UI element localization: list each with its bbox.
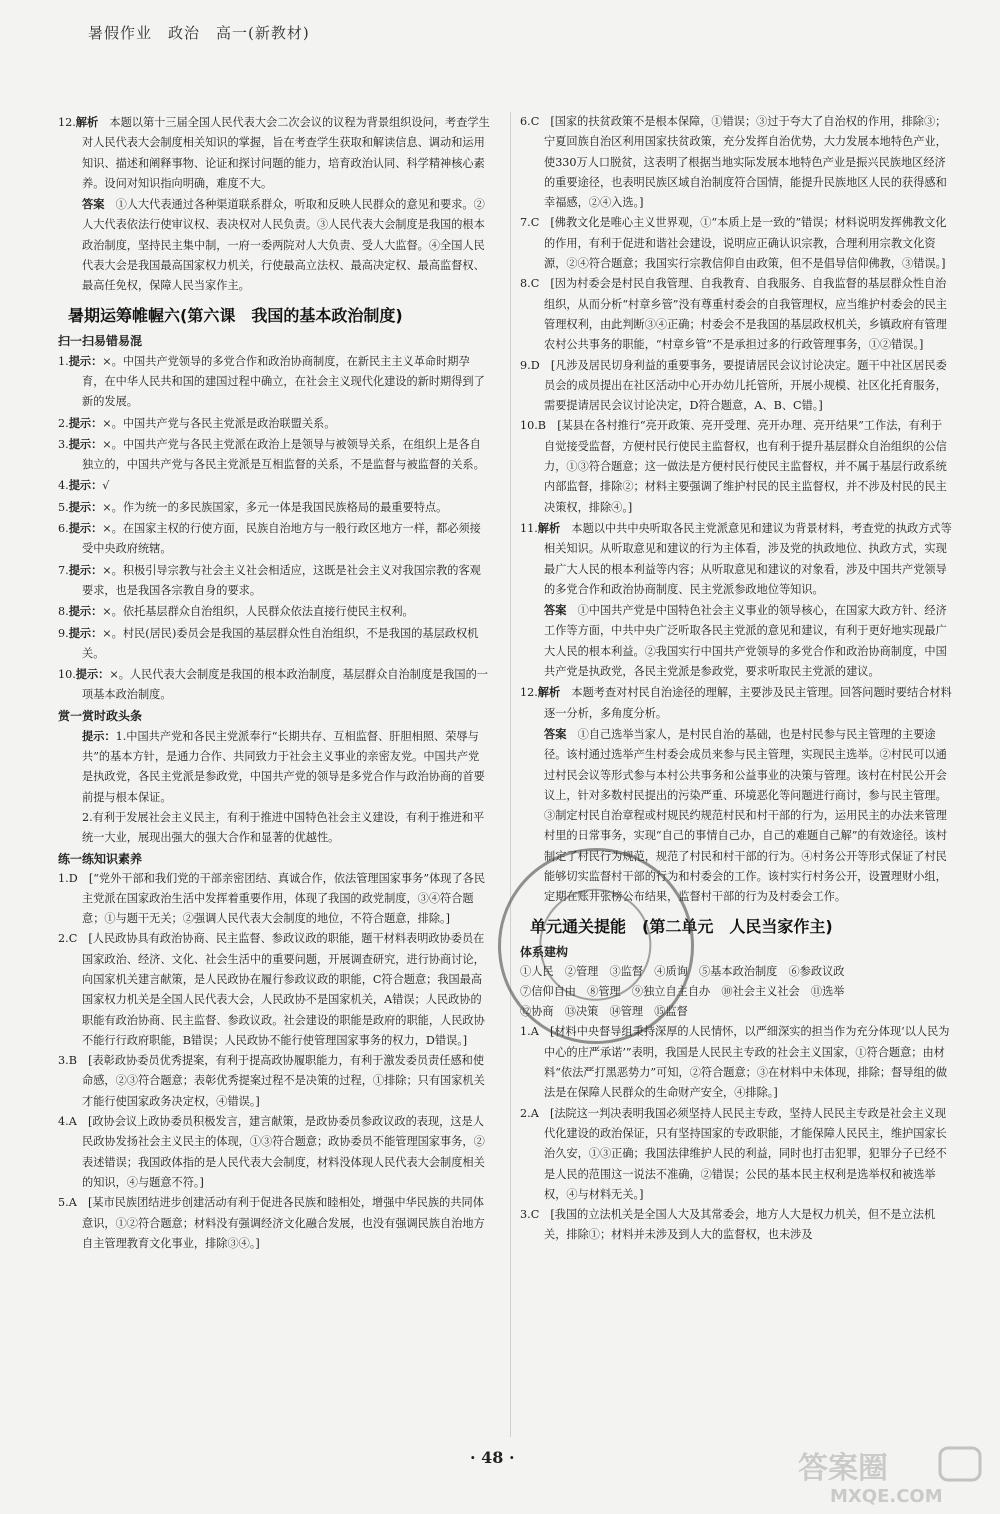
ink-stamp-inner-ring — [525, 874, 666, 1015]
subsection-shangyishang: 赏一赏时政头条 — [58, 708, 143, 723]
watermark-logo — [790, 1444, 990, 1508]
answer-12-left: 12.解析 本题以第十三届全国人民代表大会二次会议的议程为背景组织设问，考查学生对人民代表大会制度相关知识的掌握，旨在考查学生获取和解读信息、调动和运用知识、描述和阐释事物、论证和探讨问题的能力，培育政治认同、科学精神核心素养。设问对知识指向明确，难度不大。 — [58, 115, 490, 190]
watermark-en: MXQE.COM — [830, 1486, 943, 1507]
running-header: 暑假作业 政治 高一(新教材) — [88, 24, 310, 42]
list-item: 7.C [佛教文化是唯心主义世界观，①“本质上是一致的”错误；材料说明发挥佛教文化的作用，有利于促进和谐社会建设，说明应正确认识宗教，合理利用宗教文化资源，②④符合题意；我国实行宗教信仰自由政策，但不是倡导信仰佛教，③错误。] — [520, 216, 947, 271]
mc-list-right-2 — [520, 1022, 952, 1245]
watermark-badge — [940, 1448, 980, 1480]
list-item: 8.C [因为村委会是村民自我管理、自我教育、自我服务、自我监督的基层群众性自治组织，从而分析“村章乡管”没有尊重村委会的自我管理权，应当维护村委会的民主管理权利，由此判断③④正确；村委会不是我国的基层政权机关，乡镇政府有管理农村公共事务的职能，“村章乡管”不是承担过多的行政管理事务，①②错误。] — [520, 277, 948, 352]
list-item: 6.C [国家的扶贫政策不是根本保障，①错误；③过于夸大了自治权的作用，排除③；宁夏回族自治区利用国家扶贫政策，充分发挥自治优势，大力发展本地特色产业，使330万人口脱贫，这表明了根据当地实际发展本地特色产业是振兴民族地区经济的重要途径，也表明民族区域自治制度符合国情，能提升民族地区人民的获得感和幸福感，②④入选。] — [520, 115, 947, 210]
mc-list-right — [520, 112, 952, 518]
list-item: 1.A [材料中央督导组秉持深厚的人民情怀，以严细深实的担当作为充分体现‘以人民为中心的庄严承诺’”表明，我国是人民民主专政的社会主义国家，①符合题意；由材料“依法严打黑恶势力”可知，②符合题意；③在材料中未体现，排除；督导组的做法是在保障人民群众的生命财产安全，④排除。] — [520, 1025, 950, 1100]
mc-list-left — [58, 869, 490, 1255]
watermark-cn: 答案圈 — [798, 1451, 888, 1486]
section-title-lesson6: 暑期运筹帷幄六(第六课 我国的基本政治制度) — [68, 305, 403, 325]
answer-11: 11.解析 本题以中共中央听取各民主党派意见和建议为背景材料，考查党的执政方式等相关知识。从听取意见和建议的行为主体看，涉及党的执政地位、执政方式，实现最广大人民的根本利益等内容；从听取意见和建议的对象看，涉及中国共产党领导的多党合作和政治协商制度、民主党派参政地位等知识。 — [520, 520, 952, 596]
hint-list — [58, 351, 490, 706]
answer-11-answer: 答案 ①中国共产党是中国特色社会主义事业的领导核心，在国家大政方针、经济工作等方面，中共中央广泛听取各民主党派的意见和建议，有利于更好地实现最广大人民的根本利益。②我国实行中国共产党领导的多党合作和政治协商制度，中国共产党是执政党，各民主党派是参政党，要求听取民主党派的建议。 — [544, 603, 947, 679]
list-item: 2.A [法院这一判决表明我国必须坚持人民民主专政，坚持人民民主专政是社会主义现代化建设的政治保证，只有坚持国家的专政职能，才能保障人民民主，维护国家长治久安，①③正确；我国法律维护人民的利益，同时也打击犯罪，犯罪分子已经不是人民的范围这一说法不准确，②错误；公民的基本民主权利是选举权和被选举权，④与材料无关。] — [520, 1106, 947, 1201]
subsection-lianyilian: 练一练知识素养 — [58, 851, 143, 866]
list-item: 4.A [政协会议上政协委员积极发言，建言献策，是政协委员参政议政的表现，这是人民政协发扬社会主义民主的体现，①③符合题意；政协委员不能管理国家事务，②表述错误；我国政体指的是人民代表大会制度，材料没体现人民代表大会制度相关的知识，④与题意不符。] — [58, 1115, 485, 1189]
section-title-unit2: 单元通关提能 (第二单元 人民当家作主) — [530, 916, 833, 936]
list-item: 7.提示：×。积极引导宗教与社会主义社会相适应，这既是社会主义对我国宗教的客观要求，也是我国各宗教自身的要求。 — [58, 562, 481, 597]
tixi-line-3: ⑫协商 ⑬决策 ⑭管理 ⑮监督 — [520, 1005, 688, 1019]
list-item: 1.D [“党外干部和我们党的干部亲密团结、真诚合作，依法管理国家事务”体现了各民主党派在国家政治生活中发挥着重要作用，体现了我国的政党制度，③④符合题意；①与题干无关；②强调人民代表大会制度的地位，不符合题意，排除。] — [58, 871, 486, 926]
page-number: · 48 · — [470, 1448, 515, 1467]
list-item: 2.提示：×。中国共产党与各民主党派是政治联盟关系。 — [58, 415, 336, 430]
right-column — [520, 112, 952, 1246]
list-item: 9.提示：×。村民(居民)委员会是我国的基层群众性自治组织，不是我国的基层政权机关。 — [58, 625, 479, 660]
list-item: 10.提示：×。人民代表大会制度是我国的根本政治制度，基层群众自治制度是我国的一项基本政治制度。 — [58, 667, 488, 702]
list-item: 3.B [表彰政协委员优秀提案，有利于提高政协履职能力，有利于激发委员责任感和使命感，②③符合题意；表彰优秀提案过程不是决策的过程，①排除；只有国家机关才能行使国家政务决定权，④错误。] — [58, 1054, 485, 1108]
news-hint-2: 2.有利于发展社会主义民主，有利于推进中国特色社会主义建设，有利于推进和平统一大业，展现出强大的强大合作和显著的优越性。 — [82, 810, 485, 845]
news-hint-1: 提示：1.中国共产党和各民主党派奉行“长期共存、互相监督、肝胆相照、荣辱与共”的基本方针，是通力合作、共同致力于社会主义事业的亲密友党。中国共产党是执政党，各民主党派是参政党，中国共产党的领导是多党合作与政治协商的首要前提与根本保证。 — [82, 728, 485, 804]
answer-12-left-answer: 答案 ①人大代表通过各种渠道联系群众，听取和反映人民群众的意见和要求。②人大代表依法行使审议权、表决权对人民负责。③人民代表大会制度是我国的根本政治制度，坚持民主集中制，一府一委两院对人大负责、受人大监督。④全国人民代表大会是我国最高国家权力机关，行使最高立法权、最高决定权、最高监督权、最高任免权，保障人民当家作主。 — [82, 197, 485, 293]
list-item: 8.提示：×。依托基层群众自治组织，人民群众依法直接行使民主权利。 — [58, 604, 414, 619]
list-item: 5.提示：×。作为统一的多民族国家，多元一体是我国民族格局的最重要特点。 — [58, 499, 448, 514]
answer-12-right-answer: 答案 ①自己选举当家人，是村民自治的基础，也是村民参与民主管理的主要途径。该村通过选举产生村委会成员来参与民主管理，实现民主选举。②村民可以通过村民会议等形式参与本村公共事务和公益事业的决策与管理。该村在村民公开会议上，针对多数村民提出的污染严重、环境恶化等问题进行商讨，参与民主管理。③制定村民自治章程或村规民约规范村民和村干部的行为，运用民主的办法来管理村里的日常事务，实现“自己的事情自己办，自己的难题自己解”的有效途径。该村制定了村民行为规范，规范了村民和村干部的行为。④村务公开等形式保证了村民能够切实监督村干部的行为和村委会的工作。该村实行村务公开，设置理财小组，定期在账井张榜公布结果，监督村干部的行为及村委会工作。 — [544, 726, 948, 904]
list-item: 5.A [某市民族团结进步创建活动有利于促进各民族和睦相处，增强中华民族的共同体意识，①②符合题意；材料没有强调经济文化融合发展，也没有强调民族自治地方自主管理教育文化事业，排除③④。] — [58, 1196, 485, 1250]
subsection-saoyisao: 扫一扫易错易混 — [58, 333, 143, 348]
subsection-tixi: 体系建构 — [520, 944, 569, 959]
list-item: 4.提示：√ — [58, 478, 110, 493]
left-column — [58, 112, 490, 1254]
list-item: 3.C [我国的立法机关是全国人大及其常委会，地方人大是权力机关，但不是立法机关，排除①；材料并未涉及到人大的监督权，也未涉及 — [520, 1208, 936, 1242]
tixi-line-2: ⑦信仰自由 ⑧管理 ⑨独立自主自办 ⑩社会主义社会 ⑪选举 — [520, 984, 845, 998]
list-item: 10.B [某县在各村推行“亮开政策、亮开受理、亮开办理、亮开结果”工作法，有利于自觉接受监督，方便村民行使民主监督权，也有利于提升基层群众自治组织的公信力，①③符合题意；这一做法是方便村民行使民主监督权，并不属于基层行政系统内部监督，排除②；材料主要强调了维护村民的民主监督权，并不涉及村民的民主决策权，排除④。] — [520, 419, 947, 514]
list-item: 3.提示：×。中国共产党与各民主党派在政治上是领导与被领导关系，在组织上是各自独立的，中国共产党与各民主党派是互相监督的关系，不是监督与被监督的关系。 — [58, 436, 485, 472]
list-item: 6.提示：×。在国家主权的行使方面，民族自治地方与一般行政区地方一样，都必须接受中央政府统辖。 — [58, 521, 481, 556]
list-item: 1.提示：×。中国共产党领导的多党合作和政治协商制度，在新民主主义革命时期孕育，在中华人民共和国的建国过程中确立，在社会主义现代化建设的新时期得到了新的发展。 — [58, 353, 485, 409]
column-divider — [510, 112, 511, 1437]
list-item: 2.C [人民政协具有政治协商、民主监督、参政议政的职能，题干材料表明政协委员在国家政治、经济、文化、社会生活中的重要问题，开展调查研究，进行协商讨论，向国家机关建言献策，是人民政协在履行参政议政的职能，C符合题意；我国最高国家权力机关是全国人民代表大会，人民政协不是国家机关，A错误；人民政协的职能有政治协商、民主监督、参政议政。社会建设的职能是政府的职能，人民政协不能行行政府职能，B错误；人民政协不能行使管理国家事务的权力，D错误。] — [58, 932, 485, 1047]
answer-12-right: 12.解析 本题考查对村民自治途径的理解，主要涉及民主管理。回答问题时要结合材料逐一分析，多角度分析。 — [520, 685, 952, 720]
list-item: 9.D [凡涉及居民切身利益的重要事务，要提请居民会议讨论决定。题干中社区居民委员会的成员提出在社区活动中心开办幼儿托管所，开展小规模、社区化托育服务，需要提请居民会议讨论决定，D符合题意，A、B、C错。] — [520, 358, 947, 413]
tixi-line-1: ①人民 ②管理 ③监督 ④质询 ⑤基本政治制度 ⑥参政议政 — [520, 964, 845, 978]
